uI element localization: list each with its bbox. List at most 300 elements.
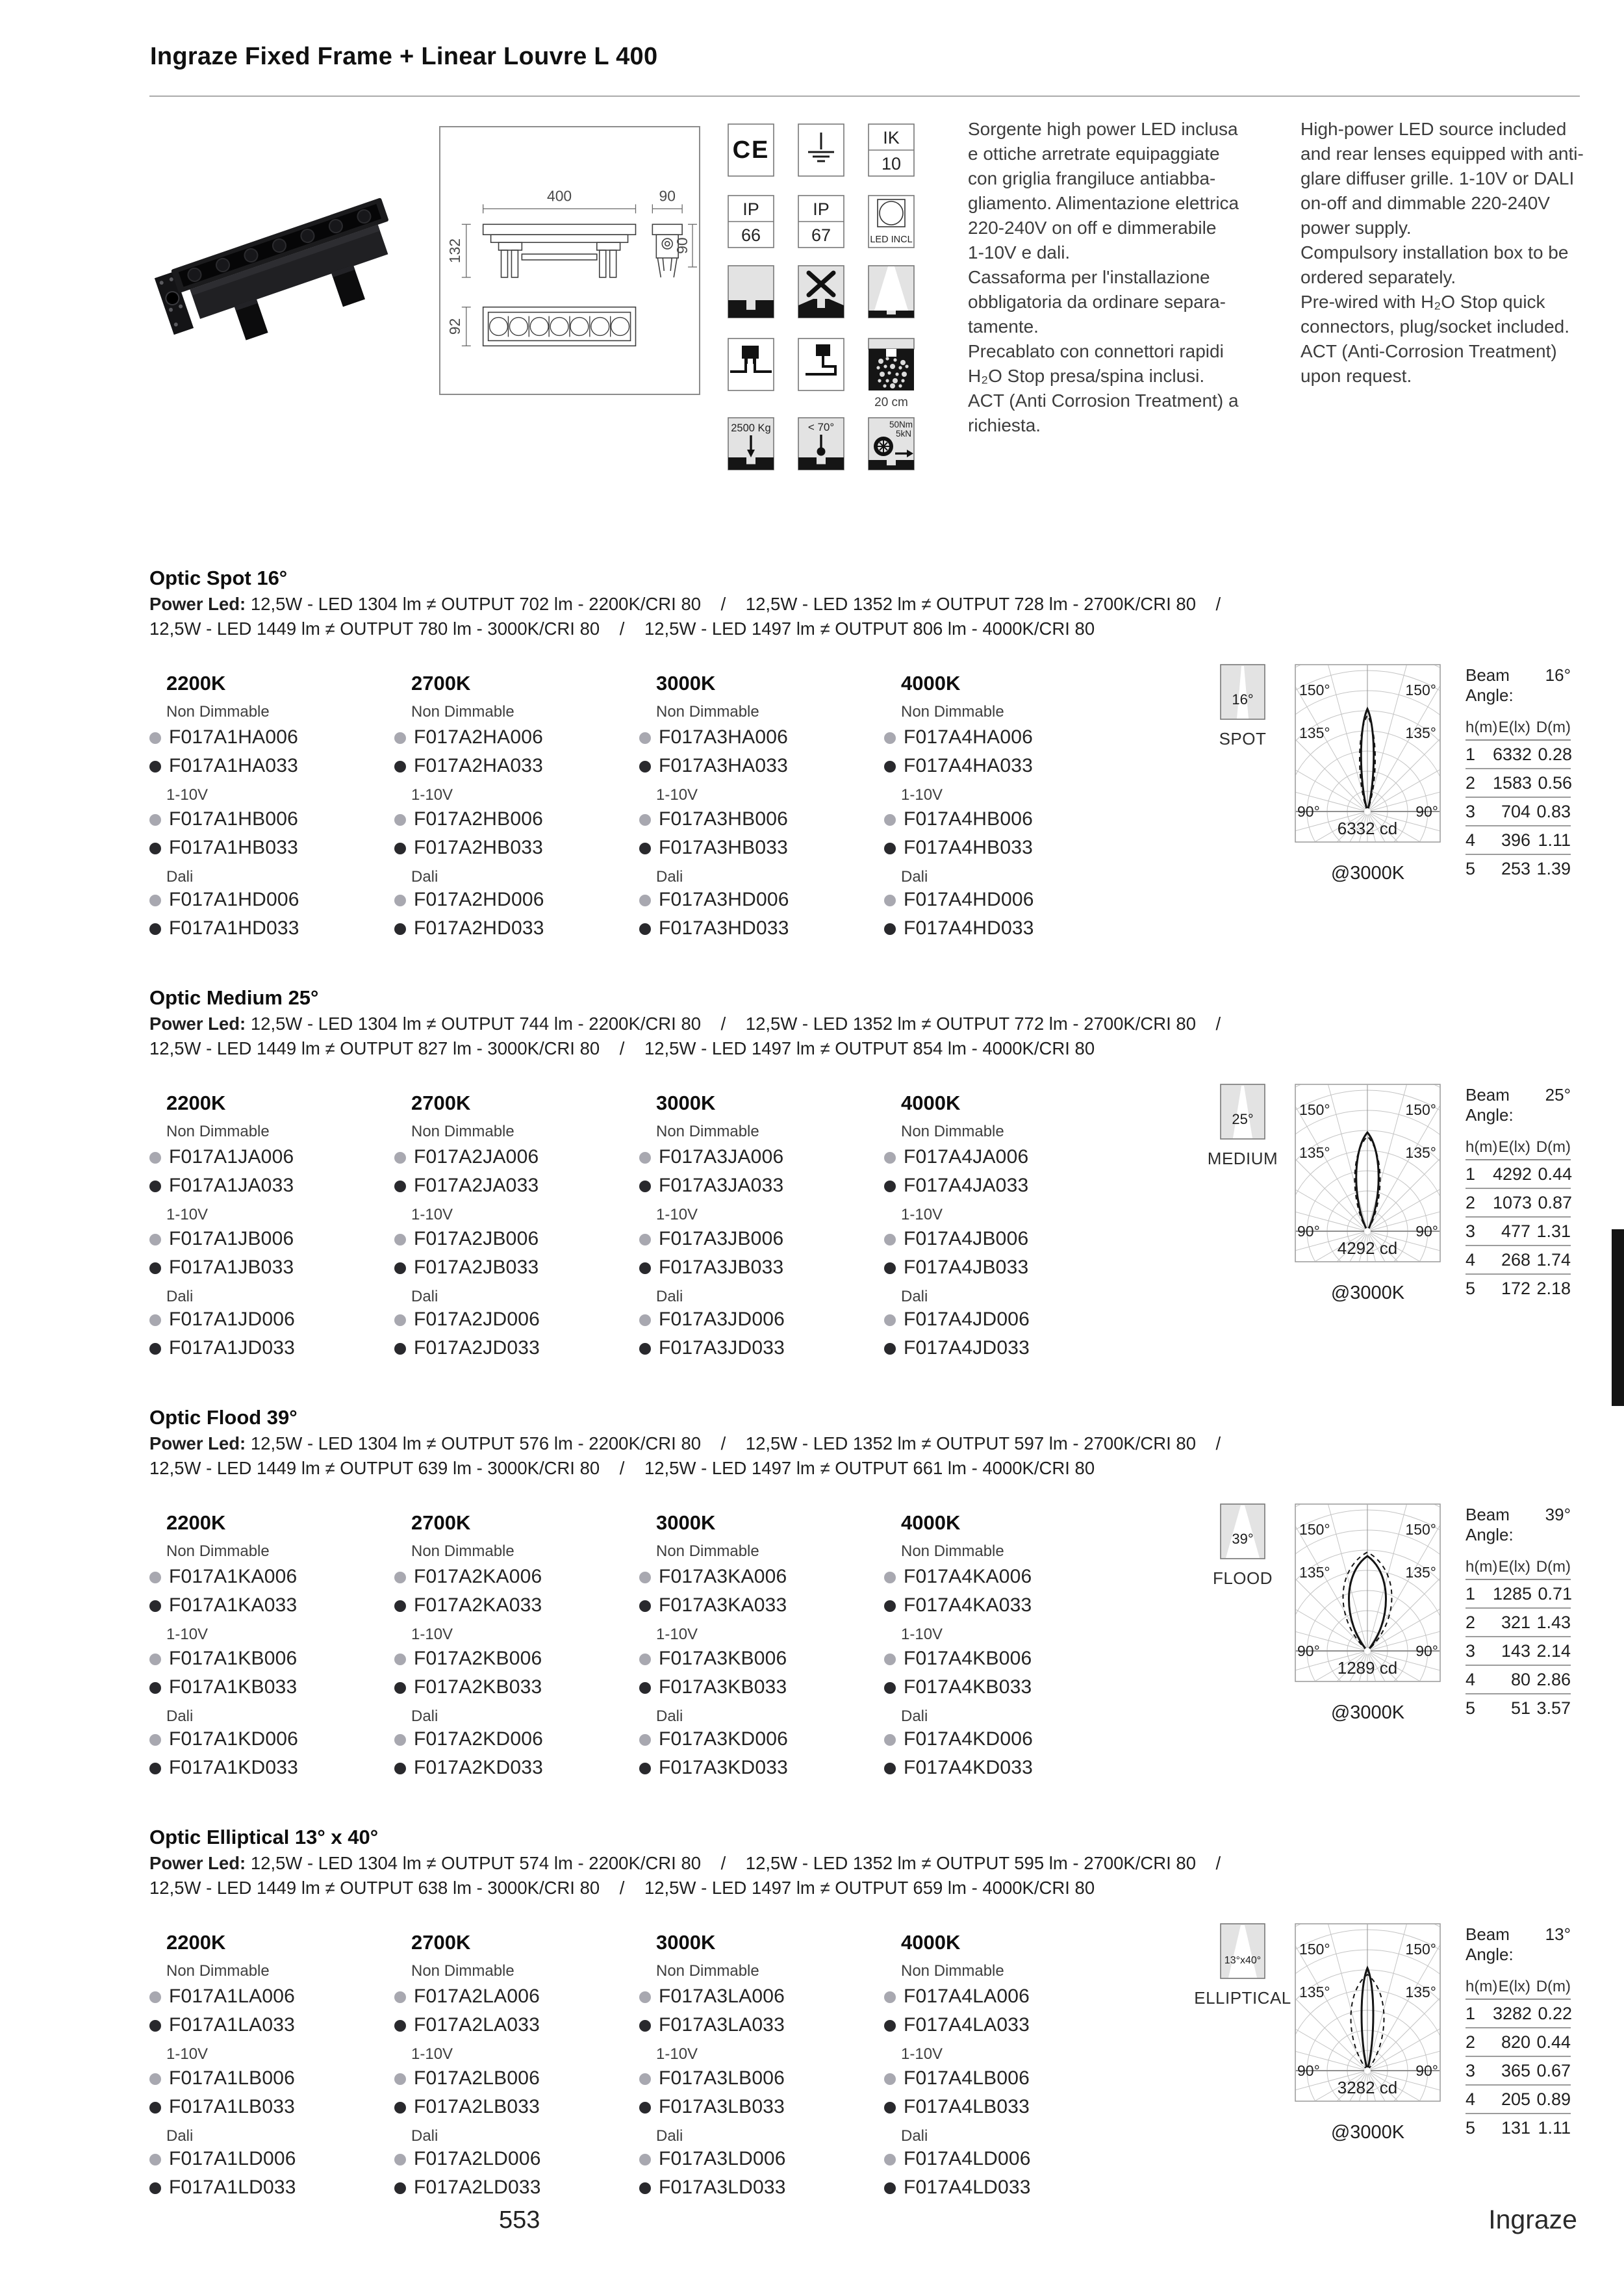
- table-row: [1465, 1580, 1571, 1609]
- svg-text:135°: 135°: [1405, 1984, 1436, 2000]
- dim-height-label: 132: [446, 238, 463, 264]
- control-group-label: Non Dimmable: [411, 1123, 514, 1140]
- product-code: F017A2HD006: [414, 889, 544, 910]
- svg-text:90°: 90°: [1415, 2062, 1438, 2079]
- control-group-label: Non Dimmable: [901, 703, 1004, 721]
- color-temp-header: 3000K: [656, 672, 716, 695]
- power-led-row: [149, 1853, 1221, 1874]
- finish-dot-gray: [639, 732, 651, 744]
- table-cell: 3: [1465, 1641, 1476, 1661]
- static-load-icon: [728, 417, 774, 474]
- color-temp-header: 3000K: [656, 1931, 716, 1954]
- svg-text:150°: 150°: [1299, 1521, 1330, 1538]
- table-header-cell: h(m): [1465, 1978, 1498, 1995]
- finish-dot-gray: [149, 2073, 161, 2085]
- finish-dot-gray: [639, 1234, 651, 1246]
- description-line: e ottiche arretrate equipaggiate: [968, 144, 1220, 164]
- product-code: F017A4HB006: [904, 808, 1034, 830]
- finish-dot-black: [149, 843, 161, 854]
- table-cell: 1: [1465, 744, 1476, 764]
- finish-dot-gray: [639, 2154, 651, 2165]
- product-code: F017A1JB033: [169, 1257, 294, 1278]
- description-line: 1-10V e dali.: [968, 242, 1071, 262]
- table-cell: 3.57: [1536, 1698, 1571, 1718]
- beam-type-label: MEDIUM: [1207, 1149, 1278, 1168]
- control-group-label: Dali: [411, 1707, 438, 1725]
- control-group-label: 1-10V: [656, 1206, 698, 1223]
- svg-text:IP: IP: [742, 199, 759, 219]
- table-cell: 0.44: [1536, 2032, 1571, 2052]
- product-code: F017A3LB006: [659, 2067, 785, 2089]
- svg-text:135°: 135°: [1405, 1144, 1436, 1161]
- section-heading: Optic Elliptical 13° x 40°: [149, 1826, 379, 1848]
- control-group-label: 1-10V: [656, 2045, 698, 2063]
- table-cell: 0.87: [1538, 1192, 1573, 1212]
- table-cell: 0.56: [1538, 773, 1573, 793]
- product-code: F017A4HA006: [904, 726, 1034, 748]
- product-code: F017A3LB033: [659, 2096, 785, 2117]
- control-group-label: 1-10V: [901, 786, 943, 804]
- control-group-label: Dali: [411, 868, 438, 886]
- control-group-label: Dali: [656, 1288, 683, 1305]
- table-header-cell: h(m): [1465, 1558, 1498, 1576]
- finish-dot-black: [639, 2102, 651, 2114]
- page-edge-tab: [1612, 1229, 1624, 1406]
- svg-text:135°: 135°: [1405, 1564, 1436, 1581]
- color-temp-header: 2700K: [411, 672, 471, 695]
- table-row: [1465, 1637, 1571, 1666]
- power-led-line: 12,5W - LED 1304 lm ≠ OUTPUT 576 lm - 2200K/CRI 80 / 12,5W - LED 1352 lm ≠ OUTPUT 597 lm - 2700K/CRI 80 /: [250, 1433, 1221, 1453]
- finish-dot-gray: [394, 1152, 406, 1164]
- product-code: F017A2LB006: [414, 2067, 540, 2089]
- finish-dot-gray: [149, 1234, 161, 1246]
- finish-dot-black: [884, 1600, 896, 1612]
- control-group-label: 1-10V: [166, 786, 209, 804]
- color-temp-footnote: @3000K: [1330, 1702, 1405, 1723]
- finish-dot-black: [394, 2102, 406, 2114]
- control-group-label: Dali: [166, 1707, 194, 1725]
- control-group-label: 1-10V: [411, 1206, 453, 1223]
- product-code: F017A3HD033: [659, 917, 789, 939]
- control-group-label: Non Dimmable: [656, 1123, 759, 1140]
- beam-type-label: FLOOD: [1212, 1568, 1273, 1588]
- svg-text:67: 67: [811, 225, 831, 245]
- control-group-label: 1-10V: [411, 2045, 453, 2063]
- product-code: F017A2KB033: [414, 1676, 542, 1698]
- table-cell: 1583: [1493, 773, 1532, 793]
- table-cell: 3: [1465, 1221, 1476, 1241]
- table-cell: 51: [1510, 1698, 1530, 1718]
- product-code: F017A3JB033: [659, 1257, 784, 1278]
- svg-text:135°: 135°: [1405, 724, 1436, 741]
- product-code: F017A4LA033: [904, 2014, 1030, 2036]
- color-temp-header: 2700K: [411, 1092, 471, 1114]
- photometric-block: [1207, 1084, 1610, 1344]
- finish-dot-black: [884, 761, 896, 773]
- product-code: F017A2LB033: [414, 2096, 540, 2117]
- table-header-cell: h(m): [1465, 1138, 1498, 1156]
- control-group-label: Non Dimmable: [901, 1962, 1004, 1980]
- product-code: F017A4HB033: [904, 837, 1034, 858]
- product-code: F017A3HB033: [659, 837, 789, 858]
- description-line: Cassaforma per l'installazione: [968, 267, 1210, 287]
- product-code: F017A2JD006: [414, 1309, 540, 1330]
- table-header-cell: D(m): [1536, 719, 1571, 736]
- table-cell: 0.89: [1536, 2089, 1571, 2109]
- finish-dot-gray: [639, 1654, 651, 1665]
- table-cell: 3: [1465, 801, 1476, 821]
- finish-dot-gray: [884, 814, 896, 826]
- power-led-line: 12,5W - LED 1304 lm ≠ OUTPUT 744 lm - 2200K/CRI 80 / 12,5W - LED 1352 lm ≠ OUTPUT 772 lm - 2700K/CRI 80 /: [250, 1014, 1221, 1034]
- product-code: F017A4LD006: [904, 2148, 1031, 2169]
- table-cell: 1.11: [1538, 2117, 1571, 2138]
- control-group-label: Non Dimmable: [656, 1542, 759, 1560]
- control-group-label: Non Dimmable: [901, 1123, 1004, 1140]
- finish-dot-black: [394, 2182, 406, 2194]
- table-cell: 321: [1501, 1612, 1530, 1632]
- finish-dot-gray: [149, 895, 161, 906]
- control-group-label: Non Dimmable: [411, 1962, 514, 1980]
- finish-dot-black: [639, 1262, 651, 1274]
- product-code: F017A3HA006: [659, 726, 789, 748]
- product-code: F017A2JA006: [414, 1146, 539, 1168]
- finish-dot-black: [639, 1682, 651, 1694]
- svg-text:135°: 135°: [1299, 1144, 1330, 1161]
- svg-text:150°: 150°: [1405, 1941, 1436, 1958]
- finish-dot-black: [394, 761, 406, 773]
- table-header-cell: E(lx): [1498, 1558, 1530, 1576]
- finish-dot-black: [884, 1682, 896, 1694]
- product-code: F017A1HD033: [169, 917, 299, 939]
- product-code: F017A3JA006: [659, 1146, 784, 1168]
- polar-diagram: [1295, 1923, 1441, 2105]
- finish-dot-gray: [149, 1654, 161, 1665]
- finish-dot-gray: [149, 1734, 161, 1746]
- control-group-label: Non Dimmable: [411, 703, 514, 721]
- control-group-label: 1-10V: [656, 786, 698, 804]
- beam-angle-value: 16°: [1545, 665, 1571, 685]
- max-temperature-icon: [798, 417, 844, 474]
- finish-dot-gray: [149, 1314, 161, 1326]
- power-led-label: Power Led:: [149, 1014, 251, 1034]
- control-group-label: Dali: [901, 1707, 928, 1725]
- product-code: F017A1JD033: [169, 1337, 295, 1359]
- finish-dot-gray: [394, 2073, 406, 2085]
- light-beam-up-icon: [868, 265, 915, 322]
- finish-dot-black: [394, 1181, 406, 1192]
- product-code: F017A1KD033: [169, 1757, 299, 1778]
- control-group-label: Non Dimmable: [166, 1542, 270, 1560]
- polar-diagram: [1295, 1084, 1441, 1266]
- table-cell: 268: [1501, 1249, 1530, 1270]
- plug-connector-icon: [728, 338, 774, 394]
- table-header-cell: D(m): [1536, 1978, 1571, 1995]
- table-row: [1465, 741, 1571, 769]
- finish-dot-black: [394, 1763, 406, 1774]
- beam-type-icon: [1220, 664, 1265, 723]
- product-code: F017A1HA006: [169, 726, 299, 748]
- description-line: obbligatoria da ordinare separa-: [968, 292, 1226, 312]
- power-led-line: 12,5W - LED 1304 lm ≠ OUTPUT 574 lm - 2200K/CRI 80 / 12,5W - LED 1352 lm ≠ OUTPUT 595 lm - 2700K/CRI 80 /: [250, 1853, 1221, 1873]
- product-code: F017A2KB006: [414, 1648, 542, 1669]
- svg-text:150°: 150°: [1299, 682, 1330, 698]
- table-cell: 253: [1501, 858, 1530, 878]
- table-cell: 2: [1465, 1192, 1476, 1212]
- svg-text:150°: 150°: [1405, 682, 1436, 698]
- finish-dot-black: [639, 2182, 651, 2194]
- table-cell: 131: [1501, 2117, 1530, 2138]
- finish-dot-gray: [639, 1572, 651, 1583]
- ip66-icon: [728, 195, 774, 251]
- table-cell: 5: [1465, 858, 1476, 878]
- table-row: [1465, 1246, 1571, 1275]
- color-temp-header: 4000K: [901, 1931, 961, 1954]
- finish-dot-gray: [149, 814, 161, 826]
- product-code: F017A1KD006: [169, 1728, 299, 1750]
- product-code: F017A2JB033: [414, 1257, 539, 1278]
- product-code: F017A2HA033: [414, 755, 544, 776]
- candela-label: 4292 cd: [1337, 1238, 1398, 1258]
- table-row: [1465, 1189, 1571, 1218]
- finish-dot-gray: [394, 1314, 406, 1326]
- table-cell: 477: [1501, 1221, 1530, 1241]
- control-group-label: Dali: [901, 1288, 928, 1305]
- color-temp-header: 2700K: [411, 1511, 471, 1534]
- candela-label: 3282 cd: [1337, 2078, 1398, 2097]
- finish-dot-black: [149, 761, 161, 773]
- svg-text:IK: IK: [883, 128, 900, 147]
- table-cell: 4: [1465, 830, 1476, 850]
- finish-dot-black: [394, 923, 406, 935]
- table-row: [1465, 2057, 1571, 2086]
- table-cell: 3282: [1493, 2003, 1532, 2023]
- table-row: [1465, 2028, 1571, 2057]
- product-code: F017A4KB006: [904, 1648, 1032, 1669]
- table-cell: 5: [1465, 2117, 1476, 2138]
- finish-dot-gray: [639, 895, 651, 906]
- table-cell: 0.71: [1538, 1583, 1573, 1603]
- table-row: [1465, 1275, 1571, 1302]
- section-heading: Optic Spot 16°: [149, 567, 288, 589]
- product-code: F017A1LD006: [169, 2148, 296, 2169]
- polar-diagram: [1295, 1503, 1441, 1685]
- table-cell: 1.74: [1536, 1249, 1571, 1270]
- product-code: F017A3JB006: [659, 1228, 784, 1249]
- table-row: [1465, 2114, 1571, 2141]
- svg-text:CE: CE: [732, 136, 770, 164]
- product-code: F017A4KD033: [904, 1757, 1034, 1778]
- table-row: [1465, 1218, 1571, 1246]
- svg-text:10: 10: [881, 154, 902, 173]
- beam-angle-value: 13°: [1545, 1924, 1571, 1944]
- beam-angle-value: 25°: [1545, 1085, 1571, 1105]
- finish-dot-gray: [639, 1734, 651, 1746]
- product-code: F017A2JB006: [414, 1228, 539, 1249]
- finish-dot-black: [639, 1763, 651, 1774]
- product-code: F017A2JD033: [414, 1337, 540, 1359]
- finish-dot-gray: [884, 1734, 896, 1746]
- ip67-icon: [798, 195, 844, 251]
- control-group-label: Dali: [411, 1288, 438, 1305]
- earth-ground-icon: [798, 123, 844, 180]
- product-code: F017A1HA033: [169, 755, 299, 776]
- svg-text:16°: 16°: [1232, 691, 1254, 708]
- product-code: F017A3KB006: [659, 1648, 787, 1669]
- product-code: F017A1LB033: [169, 2096, 296, 2117]
- power-led-row: [149, 1433, 1221, 1454]
- finish-dot-gray: [394, 1991, 406, 2003]
- svg-text:< 70°: < 70°: [807, 421, 835, 433]
- finish-dot-black: [639, 1181, 651, 1192]
- finish-dot-black: [149, 2182, 161, 2194]
- product-code: F017A3KA006: [659, 1566, 787, 1587]
- power-led-line: 12,5W - LED 1449 lm ≠ OUTPUT 827 lm - 3000K/CRI 80 / 12,5W - LED 1497 lm ≠ OUTPUT 854 lm - 4000K/CRI 80: [149, 1038, 1095, 1058]
- product-code: F017A1KA006: [169, 1566, 298, 1587]
- finish-dot-black: [884, 923, 896, 935]
- product-code: F017A4LB006: [904, 2067, 1030, 2089]
- svg-text:2500 Kg: 2500 Kg: [731, 422, 771, 434]
- table-cell: 2: [1465, 773, 1476, 793]
- finish-dot-black: [149, 1763, 161, 1774]
- product-code: F017A2HB006: [414, 808, 544, 830]
- finish-dot-black: [149, 1262, 161, 1274]
- table-cell: 1.39: [1536, 858, 1571, 878]
- finish-dot-gray: [149, 2154, 161, 2165]
- finish-dot-black: [149, 1181, 161, 1192]
- finish-dot-black: [884, 2182, 896, 2194]
- beam-type-icon: [1220, 1923, 1265, 1982]
- table-cell: 4: [1465, 1669, 1476, 1689]
- finish-dot-gray: [394, 1234, 406, 1246]
- product-code: F017A4JD006: [904, 1309, 1030, 1330]
- table-cell: 6332: [1493, 744, 1532, 764]
- table-cell: 820: [1501, 2032, 1530, 2052]
- product-code: F017A3KA033: [659, 1594, 787, 1616]
- product-code: F017A3HB006: [659, 808, 789, 830]
- finish-dot-black: [149, 1682, 161, 1694]
- photometric-table: [1465, 1924, 1571, 2141]
- power-led-line: 12,5W - LED 1449 lm ≠ OUTPUT 639 lm - 3000K/CRI 80 / 12,5W - LED 1497 lm ≠ OUTPUT 661 lm - 4000K/CRI 80: [149, 1458, 1095, 1478]
- icon-caption: 20 cm: [874, 396, 908, 409]
- table-cell: 3: [1465, 2060, 1476, 2080]
- product-code: F017A4JA033: [904, 1175, 1029, 1196]
- product-photo: [149, 159, 422, 377]
- photometric-table: [1465, 1505, 1571, 1722]
- color-temp-header: 2200K: [166, 1092, 226, 1114]
- optic-section: [149, 986, 1611, 1396]
- control-group-label: 1-10V: [166, 2045, 209, 2063]
- color-temp-header: 2200K: [166, 1931, 226, 1954]
- dim-louvre-label: 92: [446, 318, 463, 335]
- description-line: and rear lenses equipped with anti-: [1300, 144, 1584, 164]
- finish-dot-black: [394, 1682, 406, 1694]
- control-group-label: Non Dimmable: [656, 1962, 759, 1980]
- finish-dot-gray: [149, 1991, 161, 2003]
- finish-dot-black: [394, 2020, 406, 2032]
- beam-angle-value: 39°: [1545, 1505, 1571, 1524]
- product-code: F017A4KB033: [904, 1676, 1032, 1698]
- product-code: F017A3LA006: [659, 1986, 785, 2007]
- table-cell: 4: [1465, 1249, 1476, 1270]
- finish-dot-gray: [394, 814, 406, 826]
- finish-dot-black: [149, 2020, 161, 2032]
- description-line: Pre-wired with H₂O Stop quick: [1300, 292, 1545, 312]
- power-led-label: Power Led:: [149, 1853, 251, 1873]
- table-header-cell: h(m): [1465, 719, 1498, 736]
- table-row: [1465, 855, 1571, 882]
- finish-dot-gray: [884, 1314, 896, 1326]
- finish-dot-black: [639, 1600, 651, 1612]
- description-line: ordered separately.: [1300, 267, 1456, 287]
- product-code: F017A1KB033: [169, 1676, 298, 1698]
- control-group-label: Non Dimmable: [901, 1542, 1004, 1560]
- finish-dot-black: [639, 843, 651, 854]
- svg-text:13°x40°: 13°x40°: [1224, 1955, 1262, 1966]
- product-code: F017A2JA033: [414, 1175, 539, 1196]
- finish-dot-gray: [884, 1234, 896, 1246]
- table-cell: 2.14: [1536, 1641, 1571, 1661]
- candela-label: 6332 cd: [1337, 819, 1398, 838]
- water-drainage-icon: [868, 338, 915, 410]
- product-code: F017A3JD006: [659, 1309, 785, 1330]
- table-cell: 2: [1465, 2032, 1476, 2052]
- svg-text:90°: 90°: [1415, 1642, 1438, 1659]
- description-line: richiesta.: [968, 415, 1041, 435]
- product-code: F017A3JD033: [659, 1337, 785, 1359]
- product-code: F017A2HD033: [414, 917, 544, 939]
- recessed-ground-icon: [728, 265, 774, 322]
- ce-mark-icon: [728, 123, 774, 180]
- color-temp-header: 4000K: [901, 1092, 961, 1114]
- svg-text:25°: 25°: [1232, 1111, 1254, 1127]
- product-code: F017A4JA006: [904, 1146, 1029, 1168]
- finish-dot-gray: [884, 1991, 896, 2003]
- product-code: F017A2HB033: [414, 837, 544, 858]
- beam-type-label: SPOT: [1219, 729, 1267, 748]
- color-temp-header: 3000K: [656, 1511, 716, 1534]
- product-code: F017A3KD033: [659, 1757, 789, 1778]
- control-group-label: Dali: [166, 2127, 194, 2145]
- dim-width-side-label: 90: [674, 237, 691, 254]
- finish-dot-black: [884, 1262, 896, 1274]
- color-temp-header: 4000K: [901, 1511, 961, 1534]
- optic-section: [149, 1406, 1611, 1815]
- finish-dot-gray: [639, 814, 651, 826]
- product-code: F017A3LD006: [659, 2148, 786, 2169]
- photometric-table: [1465, 1085, 1571, 1302]
- description-line: ACT (Anti Corrosion Treatment) a: [968, 390, 1239, 411]
- control-group-label: 1-10V: [901, 2045, 943, 2063]
- finish-dot-black: [884, 1343, 896, 1355]
- table-header-cell: D(m): [1536, 1558, 1571, 1576]
- control-group-label: 1-10V: [901, 1206, 943, 1223]
- product-code: F017A1JA006: [169, 1146, 294, 1168]
- color-temp-header: 3000K: [656, 1092, 716, 1114]
- color-temp-header: 2200K: [166, 1511, 226, 1534]
- finish-dot-gray: [884, 2154, 896, 2165]
- table-row: [1465, 1609, 1571, 1637]
- table-cell: 0.83: [1536, 801, 1571, 821]
- beam-angle-label: Beam Angle:: [1465, 665, 1514, 705]
- table-cell: 1073: [1493, 1192, 1532, 1212]
- candela-label: 1289 cd: [1337, 1658, 1398, 1678]
- table-cell: 2.18: [1536, 1278, 1571, 1298]
- control-group-label: 1-10V: [411, 786, 453, 804]
- svg-text:LED INCL: LED INCL: [870, 235, 913, 245]
- description-line: tamente.: [968, 316, 1039, 337]
- section-heading: Optic Flood 39°: [149, 1406, 298, 1429]
- table-cell: 1.31: [1536, 1221, 1571, 1241]
